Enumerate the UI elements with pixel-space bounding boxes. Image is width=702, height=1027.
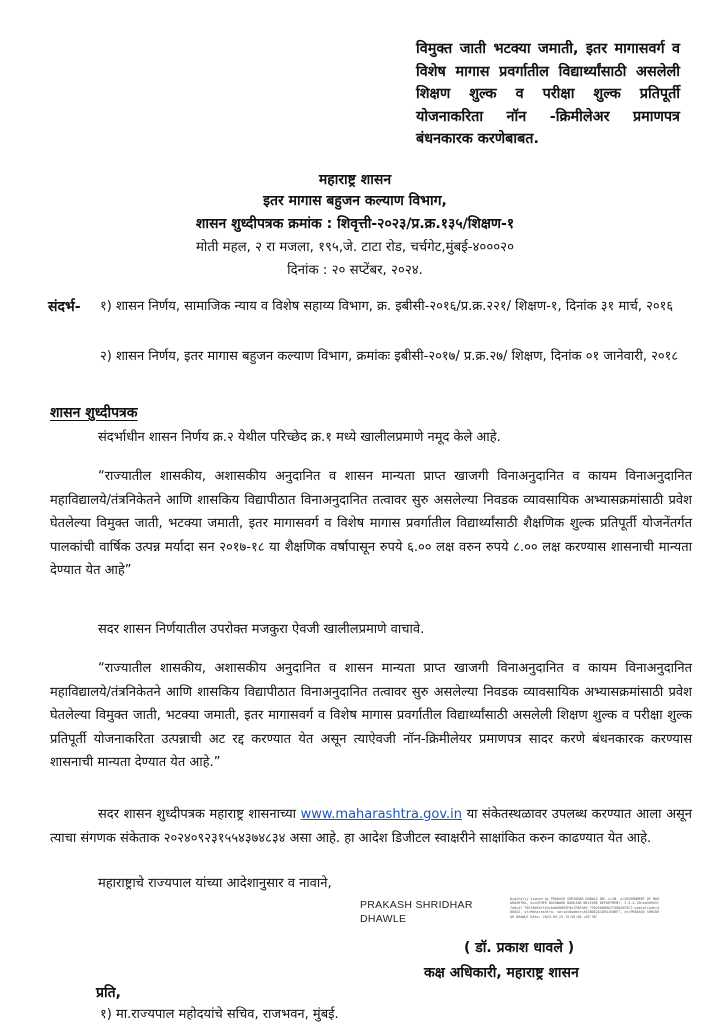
signer-name-line1: PRAKASH SHRIDHAR — [360, 899, 473, 911]
website-text-before: सदर शासन शुध्दीपत्रक महाराष्ट्र शासनाच्या — [98, 807, 296, 822]
subject-heading: विमुक्त जाती भटक्या जमाती, इतर मागासवर्ग व विशेष मागास प्रवर्गातील विद्यार्थ्यांसाठी असलेली शिक्षण शुल्क व परीक्षा शुल्क प्रतिपूर्ती योजनाकरिता नॉन -क्रिमीलेअर प्रमाणपत्र बंधनकारक करणेबाबत. — [416, 41, 680, 148]
original-text-quote: “राज्यातील शासकीय, अशासकीय अनुदानित व शासन मान्यता प्राप्त खाजगी विनाअनुदानित व कायम विनाअनुदानित महाविद्यालये/तंत्रनिकेतने आणि शासकिय विद्यापीठात विनाअनुदानित तत्वावर सुरु असलेल्या निवडक व्यावसायिक अभ्यासक्रमांसाठी प्रवेश घेतलेल्या विमुक्त जाती, भटक्या जमाती, इतर मागासवर्ग व विशेष मागास प्रवर्गातील विद्यार्थ्यांसाठी शैक्षणिक शुल्क प्रतिपूर्ती योजनेंतर्गत पालकांची वार्षिक उत्पन्न मर्यादा सन २०१७-१८ या शैक्षणिक वर्षापासून रुपये ६.०० लक्ष वरुन रुपये ८.०० लक्ष करण्यास शासनाची मान्यता देण्यात येत आहे” — [50, 469, 692, 578]
recipient-item-1: १) मा.राज्यपाल महोदयांचे सचिव, राजभवन, मुंबई. — [100, 1007, 339, 1022]
read-as-paragraph: सदर शासन निर्णयातील उपरोक्त मजकुरा ऐवजी खालीलप्रमाणे वाचावे. — [98, 622, 425, 637]
corrected-text-quote: “राज्यातील शासकीय, अशासकीय अनुदानित व शासन मान्यता प्राप्त खाजगी विनाअनुदानित व कायम विनाअनुदानित महाविद्यालये/तंत्रनिकेतने आणि शासकिय विद्यापीठात विनाअनुदानित तत्वावर सुरु असलेल्या निवडक व्यावसायिक अभ्यासक्रमांसाठी प्रवेश घेतलेल्या विमुक्त जाती, भटक्या जमाती, इतर मागासवर्ग व विशेष मागास प्रवर्गातील विद्यार्थ्यांसाठी असलेली शिक्षण शुल्क व परीक्षा शुल्क प्रतिपूर्ती योजनाकरिता उत्पन्नाची अट रद्द करण्यात येत असून त्याऐवजी नॉन-क्रिमीलेयर प्रमाणपत्र सादर करणे बंधनकारक करण्यास शासनाची मान्यता देण्यात येत आहे.” — [50, 661, 692, 770]
signer-name-block — [360, 898, 500, 926]
corrigendum-number: शासन शुध्दीपत्रक क्रमांक : शिवृत्ती-२०२३/प्र.क्र.१३५/शिक्षण-१ — [195, 216, 515, 232]
reference-item-1: १) शासन निर्णय, सामाजिक न्याय व विशेष सहाय्य विभाग, क्र. इबीसी-२०१६/प्र.क्र.२२१/ शिक्षण-१, दिनांक ३१ मार्च, २०१६ — [100, 299, 674, 314]
order-line: महाराष्ट्राचे राज्यपाल यांच्या आदेशानुसार व नावाने, — [98, 876, 332, 891]
department-name: इतर मागास बहुजन कल्याण विभाग, — [263, 193, 447, 209]
office-address: मोती महल, २ रा मजला, १९५,जे. टाटा रोड, चर्चगेट,मुंबई-४०००२० — [195, 240, 515, 255]
signer-name-line2: DHAWLE — [360, 913, 407, 925]
website-paragraph — [50, 803, 692, 850]
officer-title: कक्ष अधिकारी, महाराष्ट्र शासन — [424, 965, 579, 981]
references-label: संदर्भ- — [48, 299, 81, 315]
website-link[interactable]: www.maharashtra.gov.in — [300, 807, 462, 822]
reference-item-2: २) शासन निर्णय, इतर मागास बहुजन कल्याण विभाग, क्रमांकः इबीसी-२०१७/ प्र.क्र.२७/ शिक्षण, दिनांक ०१ जानेवारी, २०१८ — [100, 349, 679, 364]
digital-signature-details: Digitally signed by PRAKASH SHRIDHAR DHAWLE DN: c=IN, o=GOVERNMENT OF MAHARASHTRA, ou=OTHER BACKWARD BAHUJAN WELFARE DEPARTMENT, 2.5.4.20=ea3d9e5f7a6c47 785f8b9e7fe2c6a0d9893F6e7F8E9A9 7992E6DB9A7C5DB49F5C3 postalCode=400032, st=Maharashtra, serialNumber=A5CB0E2A1D9A1E0BF7, cn=PRAKASH SHRIDHAR DHAWLE Date: 2024.09.23 15:56:08 +05'30' — [510, 897, 660, 919]
website-text-after: या संकेतस्थळावर उपलब्ध करण्यात आला असून त्याचा संगणक संकेताक २०२४०९२३१५५४३७४८३४ असा आहे. हा आदेश डिजीटल स्वाक्षरीने साक्षांकित करुन काढण्यात येत आहे. — [50, 807, 692, 846]
officer-name: ( डॉ. प्रकाश धावले ) — [464, 940, 575, 956]
intro-paragraph: संदर्भाधीन शासन निर्णय क्र.२ येथील परिच्छेद क्र.१ मध्ये खालीलप्रमाणे नमूद केले आहे. — [98, 430, 501, 445]
document-header — [150, 170, 560, 282]
government-name: महाराष्ट्र शासन — [318, 172, 392, 188]
document-date: दिनांक : २० सप्टेंबर, २०२४. — [287, 263, 423, 278]
section-title: शासन शुध्दीपत्रक — [50, 405, 138, 421]
recipients-label: प्रति, — [96, 985, 121, 1001]
